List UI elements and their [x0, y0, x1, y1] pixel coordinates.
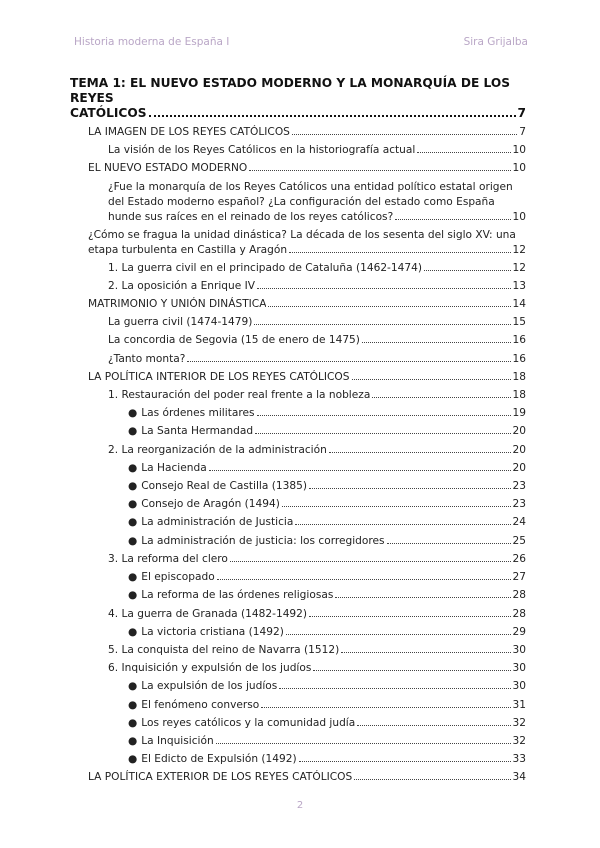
toc-entry-text: LA POLÍTICA INTERIOR DE LOS REYES CATÓLICOS — [88, 370, 350, 383]
toc-entry-text: Los reyes católicos y la comunidad judía — [141, 716, 356, 729]
toc-entry[interactable] — [70, 550, 526, 568]
toc-leader — [217, 579, 511, 580]
toc-entry-text: etapa turbulenta en Castilla y Aragón — [88, 244, 288, 257]
toc-entry-text: 3. La reforma del clero — [108, 552, 228, 565]
toc-page-number: 19 — [512, 407, 526, 420]
toc-entry-text: ¿Fue la monarquía de los Reyes Católicos una entidad político estatal origen del Estado moderno español? ¿La configuración del estado como España — [108, 180, 513, 209]
toc-entry-text: La administración de Justicia — [141, 516, 294, 529]
toc-leader — [149, 115, 516, 117]
toc-entry[interactable] — [70, 750, 526, 768]
toc-entry-text: LA POLÍTICA EXTERIOR DE LOS REYES CATÓLICOS — [88, 771, 353, 784]
toc-page-number: 30 — [512, 680, 526, 693]
toc-entry[interactable] — [70, 513, 526, 531]
toc-page-number: 29 — [512, 625, 526, 638]
toc-entry[interactable] — [70, 123, 526, 141]
toc-entry[interactable] — [70, 159, 526, 177]
toc-leader — [395, 219, 510, 220]
toc-entry[interactable] — [70, 404, 526, 422]
toc-page-number: 10 — [512, 144, 526, 157]
toc-entry-text: 4. La guerra de Granada (1482-1492) — [108, 607, 308, 620]
toc-leader — [249, 170, 510, 171]
toc-entry[interactable] — [70, 386, 526, 404]
toc-page-number: 18 — [512, 370, 526, 383]
toc-entry[interactable] — [70, 568, 526, 586]
toc-leader — [362, 342, 511, 343]
toc-page-number: 23 — [512, 498, 526, 511]
toc-page-number: 20 — [512, 443, 526, 456]
toc-entry-text: El episcopado — [141, 571, 215, 584]
toc-tema-1-line2: CATÓLICOS — [70, 106, 147, 120]
toc-page-number: 7 — [519, 126, 526, 138]
toc-entry-text: 1. La guerra civil en el principado de Cataluña (1462-1474) — [108, 261, 422, 274]
toc-page-number: 33 — [512, 753, 526, 766]
toc-entry[interactable] — [70, 732, 526, 750]
toc-page-number: 7 — [517, 106, 526, 120]
toc-leader — [329, 452, 511, 453]
bullet-icon: ● — [128, 407, 138, 420]
toc-tema-1-line1: TEMA 1: EL NUEVO ESTADO MODERNO Y LA MONARQUÍA DE LOS REYES — [70, 76, 510, 105]
toc-page-number: 25 — [512, 534, 526, 547]
toc-page-number: 32 — [512, 734, 526, 747]
bullet-icon: ● — [128, 698, 138, 711]
toc-entry-text: La visión de los Reyes Católicos en la historiografía actual — [108, 144, 416, 157]
toc-entry-text: La guerra civil (1474-1479) — [108, 316, 253, 329]
toc-page-number: 34 — [512, 771, 526, 784]
toc-leader — [372, 397, 510, 398]
toc-page-number: 14 — [512, 298, 526, 311]
toc-entry[interactable] — [70, 677, 526, 695]
toc-tema-1[interactable] — [70, 76, 526, 121]
page-number: 2 — [296, 800, 304, 811]
toc-page-number: 18 — [512, 389, 526, 402]
toc-entry[interactable] — [70, 180, 526, 226]
toc-entry[interactable] — [70, 477, 526, 495]
toc-page-number: 16 — [512, 334, 526, 347]
toc-leader — [255, 433, 510, 434]
toc-page-number: 12 — [512, 261, 526, 274]
toc-leader — [292, 134, 517, 135]
header-title: Historia moderna de España I — [74, 36, 230, 48]
bullet-icon: ● — [128, 680, 138, 693]
toc-leader — [313, 670, 510, 671]
toc-entry-text: El Edicto de Expulsión (1492) — [141, 753, 297, 766]
toc-page-number: 20 — [512, 425, 526, 438]
toc-leader — [268, 306, 510, 307]
toc-entry[interactable] — [70, 259, 526, 277]
toc-leader — [417, 152, 510, 153]
toc-entry-text: EL NUEVO ESTADO MODERNO — [88, 162, 248, 175]
toc-page-number: 30 — [512, 662, 526, 675]
toc-entry[interactable] — [70, 532, 526, 550]
toc-leader — [286, 634, 511, 635]
toc-entry[interactable] — [70, 495, 526, 513]
toc-page-number: 16 — [512, 352, 526, 365]
toc-page-number: 26 — [512, 552, 526, 565]
toc-page-number: 20 — [512, 461, 526, 474]
bullet-icon: ● — [128, 498, 138, 511]
toc-leader — [335, 597, 510, 598]
toc-entry[interactable] — [70, 141, 526, 159]
table-of-contents — [70, 76, 526, 787]
toc-entry-text: MATRIMONIO Y UNIÓN DINÁSTICA — [88, 298, 267, 311]
toc-entry[interactable] — [70, 277, 526, 295]
toc-leader — [216, 743, 511, 744]
toc-leader — [209, 470, 511, 471]
toc-page-number: 13 — [512, 279, 526, 292]
toc-entry[interactable] — [70, 422, 526, 440]
toc-entry-text: La victoria cristiana (1492) — [141, 625, 284, 638]
toc-entry-text: La expulsión de los judíos — [141, 680, 278, 693]
toc-entry-text: La Hacienda — [141, 461, 207, 474]
bullet-icon: ● — [128, 534, 138, 547]
toc-page-number: 15 — [512, 316, 526, 329]
toc-leader — [309, 488, 511, 489]
toc-page-number: 23 — [512, 480, 526, 493]
toc-entry[interactable] — [70, 228, 526, 259]
toc-entry[interactable] — [70, 696, 526, 714]
toc-entry-text: Las órdenes militares — [141, 407, 255, 420]
toc-page-number: 28 — [512, 607, 526, 620]
toc-leader — [289, 252, 510, 253]
toc-leader — [354, 779, 510, 780]
toc-entry[interactable] — [70, 459, 526, 477]
bullet-icon: ● — [128, 571, 138, 584]
toc-leader — [257, 415, 511, 416]
toc-entry-text: La administración de justicia: los corregidores — [141, 534, 385, 547]
toc-entry[interactable] — [70, 350, 526, 368]
toc-leader — [299, 761, 511, 762]
toc-entry[interactable] — [70, 441, 526, 459]
toc-entry[interactable] — [70, 586, 526, 604]
header-author: Sira Grijalba — [463, 36, 528, 48]
bullet-icon: ● — [128, 461, 138, 474]
toc-entry[interactable] — [70, 368, 526, 386]
bullet-icon: ● — [128, 753, 138, 766]
bullet-icon: ● — [128, 425, 138, 438]
toc-leader — [282, 506, 511, 507]
toc-entry[interactable] — [70, 605, 526, 623]
toc-page-number: 28 — [512, 589, 526, 602]
toc-entry[interactable] — [70, 659, 526, 677]
toc-entry[interactable] — [70, 641, 526, 659]
toc-entry-text: La reforma de las órdenes religiosas — [141, 589, 334, 602]
toc-leader — [279, 688, 510, 689]
toc-entry-text: ¿Cómo se fragua la unidad dinástica? La década de los sesenta del siglo XV: una — [88, 228, 516, 241]
bullet-icon: ● — [128, 516, 138, 529]
toc-entry-text: La concordia de Segovia (15 de enero de 1475) — [108, 334, 360, 347]
toc-entry-text: El fenómeno converso — [141, 698, 260, 711]
toc-entry-text: Consejo Real de Castilla (1385) — [141, 480, 307, 493]
toc-leader — [261, 707, 510, 708]
toc-entry-text: Consejo de Aragón (1494) — [141, 498, 280, 511]
toc-leader — [254, 324, 510, 325]
toc-entry[interactable] — [70, 331, 526, 349]
toc-entry-text: La Inquisición — [141, 734, 214, 747]
toc-page-number: 12 — [512, 244, 526, 257]
toc-entry-text: La Santa Hermandad — [141, 425, 254, 438]
toc-leader — [424, 270, 511, 271]
toc-entry-text: 5. La conquista del reino de Navarra (1512) — [108, 643, 340, 656]
toc-entry-text: LA IMAGEN DE LOS REYES CATÓLICOS — [88, 126, 290, 138]
toc-page-number: 31 — [512, 698, 526, 711]
bullet-icon: ● — [128, 734, 138, 747]
toc-page-number: 32 — [512, 716, 526, 729]
toc-entry[interactable] — [70, 623, 526, 641]
toc-leader — [295, 524, 510, 525]
toc-entry-text: 6. Inquisición y expulsión de los judíos — [108, 662, 312, 675]
toc-entry-text: ¿Tanto monta? — [108, 352, 186, 365]
bullet-icon: ● — [128, 480, 138, 493]
toc-entry-text: 2. La reorganización de la administración — [108, 443, 327, 456]
toc-page-number: 10 — [512, 162, 526, 175]
toc-leader — [187, 361, 510, 362]
toc-page-number: 27 — [512, 571, 526, 584]
bullet-icon: ● — [128, 625, 138, 638]
bullet-icon: ● — [128, 589, 138, 602]
toc-page-number: 24 — [512, 516, 526, 529]
toc-entry[interactable] — [70, 295, 526, 313]
toc-entry-text: 2. La oposición a Enrique IV — [108, 279, 255, 292]
toc-entry-text: hunde sus raíces en el reinado de los reyes católicos? — [108, 211, 394, 224]
toc-leader — [387, 543, 511, 544]
toc-entry[interactable] — [70, 714, 526, 732]
toc-leader — [352, 379, 511, 380]
toc-leader — [357, 725, 510, 726]
toc-page-number: 30 — [512, 643, 526, 656]
toc-leader — [309, 616, 510, 617]
toc-page-number: 10 — [512, 211, 526, 224]
toc-leader — [341, 652, 510, 653]
toc-leader — [257, 288, 511, 289]
toc-entry[interactable] — [70, 313, 526, 331]
toc-entry[interactable] — [70, 768, 526, 786]
toc-entry-text: 1. Restauración del poder real frente a la nobleza — [108, 389, 371, 402]
bullet-icon: ● — [128, 716, 138, 729]
toc-leader — [230, 561, 511, 562]
